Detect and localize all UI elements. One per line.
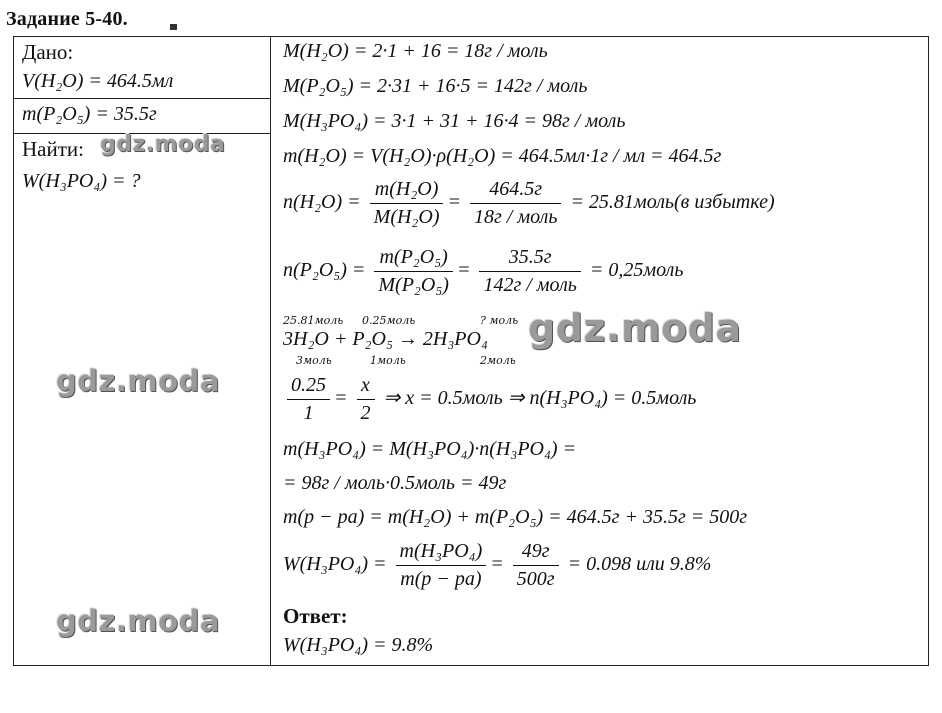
denominator: 142г / моль xyxy=(483,274,577,296)
molar-mass-h3po4: M(H₃PO₄) = 3·1 + 31 + 16·4 = 98г / моль xyxy=(283,110,626,132)
proportion-result: ⇒ x = 0.5моль ⇒ n(H₃PO₄) = 0.5моль xyxy=(383,387,697,410)
fraction xyxy=(396,540,487,591)
mass-fraction-result: = 0.098 или 9.8% xyxy=(567,553,712,576)
moles-p2o5-result: = 0,25моль xyxy=(589,259,684,282)
fraction xyxy=(479,246,580,297)
numerator: x xyxy=(357,374,375,400)
numerator: m(H₂O) xyxy=(370,178,444,204)
reaction-unknown-amount: ? моль xyxy=(480,314,519,327)
numerator: 35.5г xyxy=(479,246,580,272)
denominator: 1 xyxy=(303,402,314,424)
mass-solution: m(p − pa) = m(H₂O) + m(P₂O₅) = 464.5г + 35.5г = 500г xyxy=(283,506,748,528)
denominator: 18г / моль xyxy=(473,206,558,228)
reaction-equation: 3H₂O + P₂O₅ → 2H₃PO₄ xyxy=(283,328,488,350)
answer-label: Ответ: xyxy=(283,604,348,628)
reaction-given-amount-1: 25.81моль xyxy=(283,314,344,327)
watermark: gdz.moda xyxy=(100,132,226,157)
find-target: W(H₃PO₄) = ? xyxy=(22,170,141,192)
denominator: M(H₂O) xyxy=(373,206,440,228)
fraction xyxy=(470,178,561,229)
mass-fraction: W(H₃PO₄) = $\frac{\text{m(H₃PO₄)}}{m(p - pa)}$ = $\frac{49г}{500г}$ = 0.098 или 9.8% xyxy=(283,540,712,590)
title-mark xyxy=(170,24,177,30)
given-label: Дано: xyxy=(22,40,74,64)
mass-water: m(H₂O) = V(H₂O)·ρ(H₂O) = 464.5мл·1г / мл = 464.5г xyxy=(283,145,722,167)
reaction-coef-2: 1моль xyxy=(370,354,406,367)
watermark: gdz.moda xyxy=(56,604,220,638)
moles-p2o5-lhs: n(P₂O₅) = xyxy=(283,259,366,282)
denominator: m(p − pa) xyxy=(400,568,482,590)
moles-water-result: = 25.81моль(в избытке) xyxy=(570,191,775,214)
fraction xyxy=(374,246,453,297)
numerator: m(P₂O₅) xyxy=(374,246,453,272)
task-title: Задание 5-40. xyxy=(6,8,128,30)
reaction-coef-1: 3моль xyxy=(296,354,332,367)
proportion: $\frac{0.25}{1}$ = $\frac{x}{2}$ ⇒ x = 0.5моль ⇒ n(H₃PO₄) = 0.5моль xyxy=(283,374,696,425)
denominator: 2 xyxy=(360,402,371,424)
fraction xyxy=(357,374,375,425)
denominator: M(P₂O₅) xyxy=(378,274,449,296)
moles-water: n(H₂O) = $\frac{\text{m(H₂O)}}{\text{M(H₂O)}}$ = $\frac{464.5г}{\text{18г / моль}}$ = 25.81моль(в избытке) xyxy=(283,178,775,228)
column-divider xyxy=(270,36,271,666)
numerator: 0.25 xyxy=(287,374,330,400)
mass-h3po4-value: = 98г / моль·0.5моль = 49г xyxy=(283,472,507,494)
denominator: 500г xyxy=(516,568,555,590)
molar-mass-water: M(H₂O) = 2·1 + 16 = 18г / моль xyxy=(283,40,548,62)
reaction-given-amount-2: 0.25моль xyxy=(362,314,416,327)
fraction xyxy=(287,374,330,425)
fraction xyxy=(513,540,559,591)
reaction-coef-3: 2моль xyxy=(480,354,516,367)
answer-value: W(H₃PO₄) = 9.8% xyxy=(283,634,434,656)
watermark: gdz.moda xyxy=(528,306,742,350)
given-mass: m(P₂O₅) = 35.5г xyxy=(22,103,157,125)
moles-p2o5: n(P₂O₅) = $\frac{\text{m(P₂O₅)}}{\text{M(P₂O₅)}}$ = $\frac{35.5г}{\text{142г / моль}}$ = 0,25моль xyxy=(283,246,684,296)
numerator: 464.5г xyxy=(470,178,561,204)
numerator: m(H₃PO₄) xyxy=(396,540,487,566)
fraction xyxy=(370,178,444,229)
numerator: 49г xyxy=(513,540,559,566)
mass-h3po4-formula: m(H₃PO₄) = M(H₃PO₄)·n(H₃PO₄) = xyxy=(283,438,577,460)
mass-fraction-lhs: W(H₃PO₄) = xyxy=(283,553,387,576)
watermark: gdz.moda xyxy=(56,364,220,398)
molar-mass-p2o5: M(P₂O₅) = 2·31 + 16·5 = 142г / моль xyxy=(283,75,588,97)
given-underline xyxy=(13,98,271,99)
moles-water-lhs: n(H₂O) = xyxy=(283,191,361,214)
find-label: Найти: xyxy=(22,137,84,161)
given-volume: V(H₂O) = 464.5мл xyxy=(22,70,174,92)
